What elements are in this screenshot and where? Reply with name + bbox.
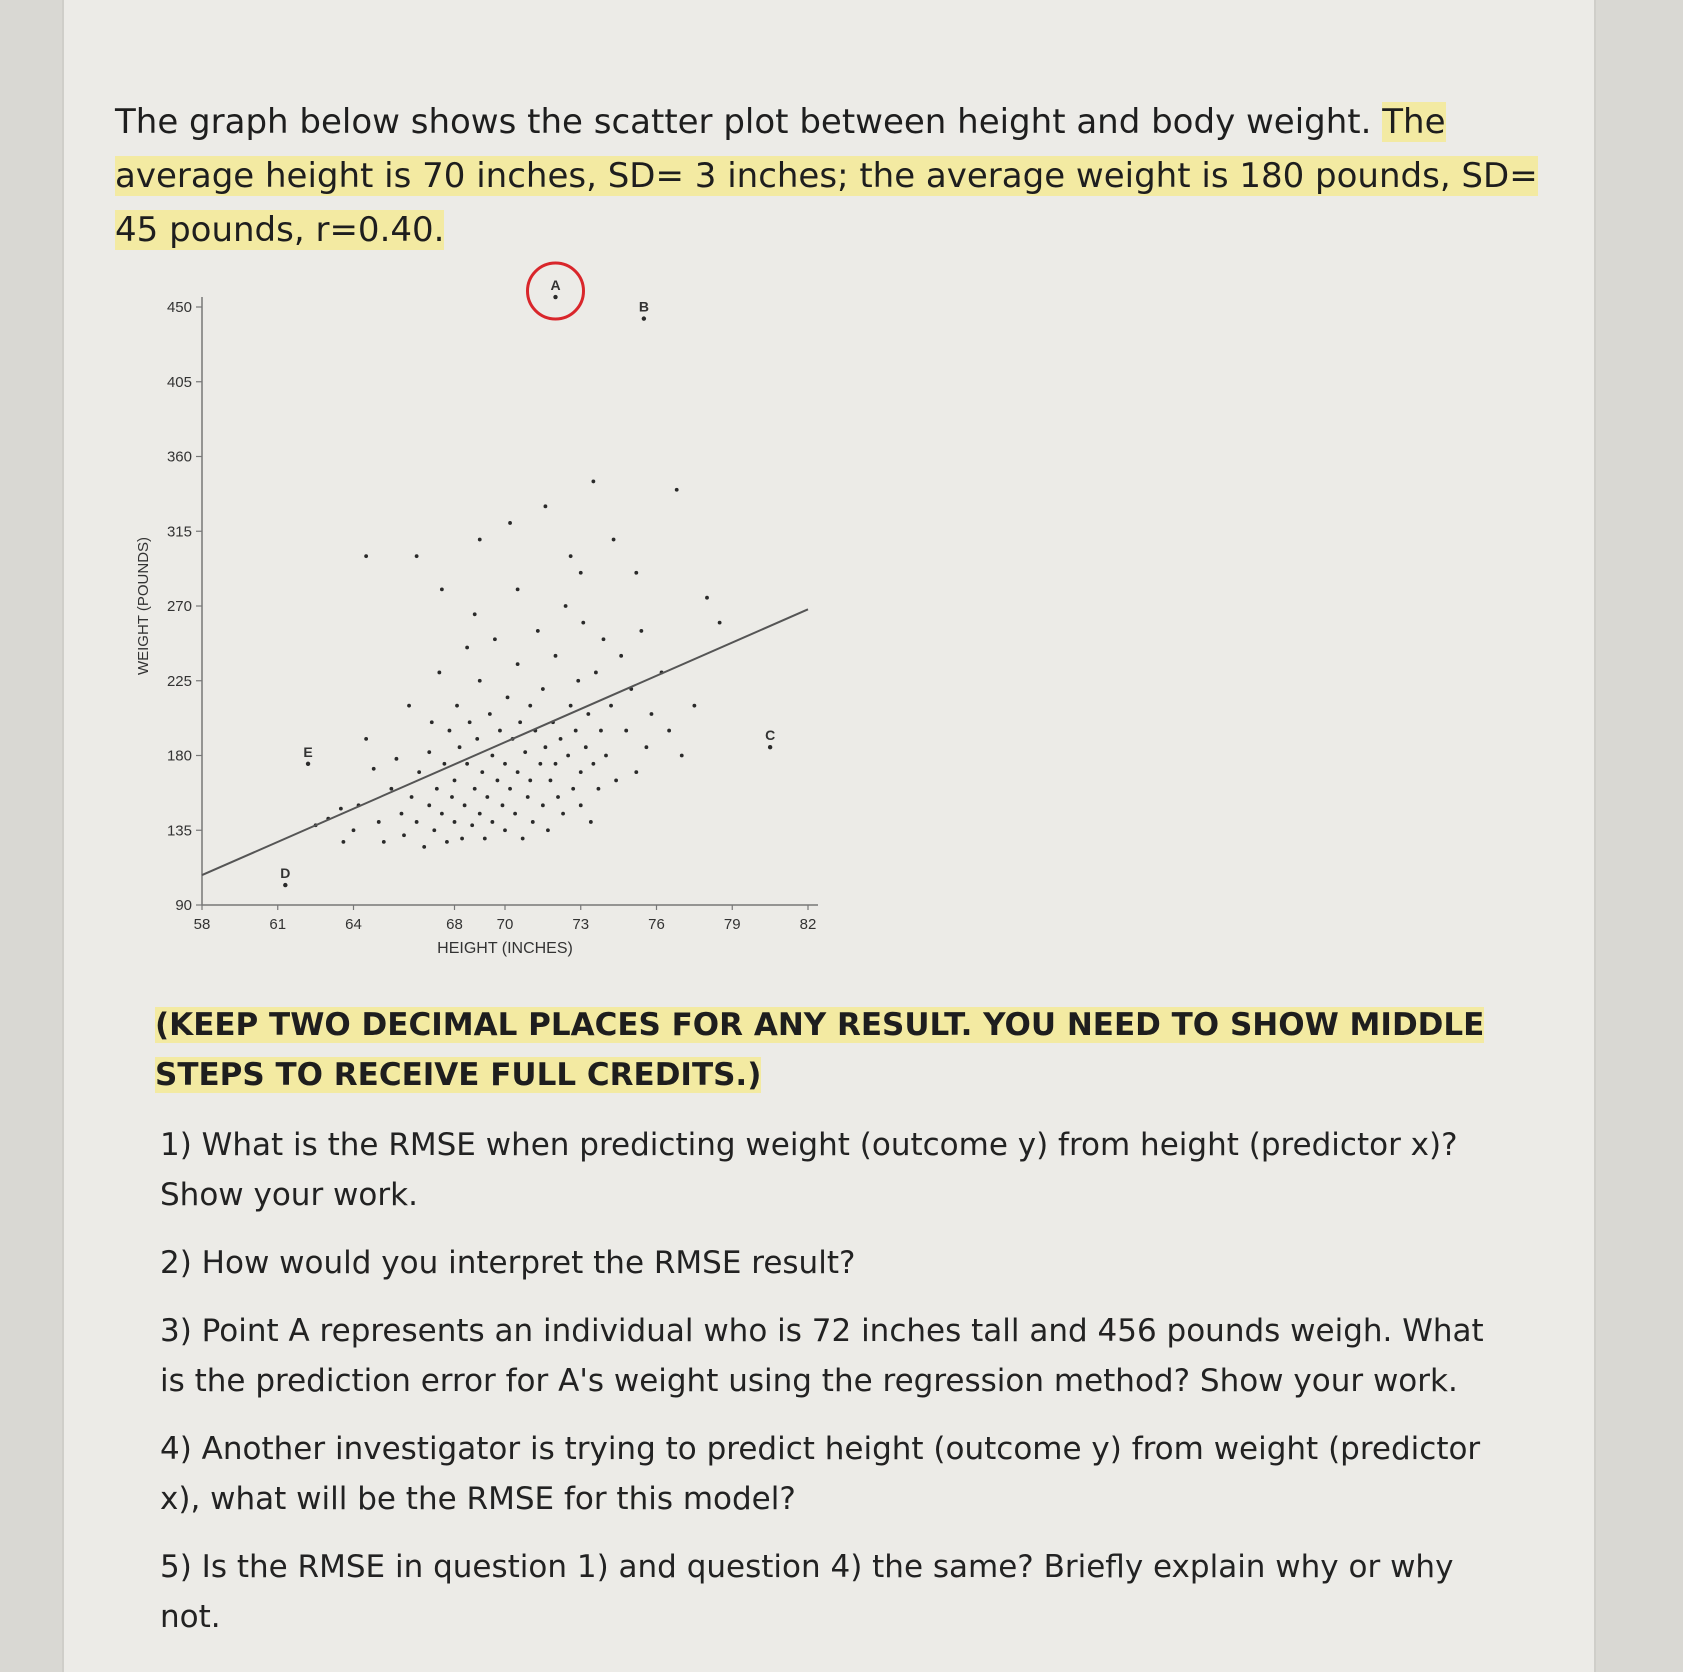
- scatter-point: [639, 629, 643, 633]
- scatter-point: [475, 737, 479, 741]
- scatter-point: [463, 803, 467, 807]
- scatter-point: [556, 795, 560, 799]
- scatter-point: [599, 729, 603, 733]
- scatter-point: [546, 828, 550, 832]
- scatter-point: [473, 612, 477, 616]
- scatter-point: [490, 754, 494, 758]
- scatter-point: [490, 820, 494, 824]
- scatter-point: [516, 587, 520, 591]
- scatter-point: [576, 679, 580, 683]
- scatter-point: [437, 671, 441, 675]
- scatter-point: [591, 762, 595, 766]
- instructions-text: (KEEP TWO DECIMAL PLACES FOR ANY RESULT. YOU NEED TO SHOW MIDDLE STEPS TO RECEIVE FULL CREDITS.): [155, 1007, 1485, 1093]
- intro-sentence-highlighted: The average height is 70 inches, SD= 3 inches; the average weight is 180 pounds, SD= 45 pounds, r=0.40.: [115, 102, 1538, 250]
- scatter-point: [480, 770, 484, 774]
- y-tick-label: 90: [175, 897, 192, 914]
- y-tick-label: 450: [166, 299, 192, 316]
- scatter-point: [528, 704, 532, 708]
- scatter-point: [435, 787, 439, 791]
- scatter-point: [554, 762, 558, 766]
- scatter-point: [465, 646, 469, 650]
- scatter-point: [574, 729, 578, 733]
- scatter-point: [634, 571, 638, 575]
- scatter-point: [506, 695, 510, 699]
- scatter-point: [415, 554, 419, 558]
- scatter-point: [612, 538, 616, 542]
- question-3: 3) Point A represents an individual who is 72 inches tall and 456 pounds weigh. What is the prediction error for A's weight using the regression method? Show your work.: [160, 1313, 1484, 1399]
- scatter-point: [566, 754, 570, 758]
- y-tick-label: 270: [166, 598, 192, 615]
- scatter-point: [352, 828, 356, 832]
- scatter-point: [400, 812, 404, 816]
- x-tick-label: 82: [799, 916, 817, 933]
- x-tick-label: 76: [648, 916, 665, 933]
- scatter-point: [564, 604, 568, 608]
- scatter-point: [453, 779, 457, 783]
- x-tick-label: 73: [572, 916, 590, 933]
- scatter-point: [526, 795, 530, 799]
- scatter-point: [377, 820, 381, 824]
- scatter-point: [538, 762, 542, 766]
- scatter-point: [496, 779, 500, 783]
- x-tick-label: 58: [193, 916, 211, 933]
- scatter-point: [498, 729, 502, 733]
- scatter-point: [501, 803, 505, 807]
- intro-paragraph: [115, 95, 1565, 257]
- scatter-point: [415, 820, 419, 824]
- scatter-point: [513, 812, 517, 816]
- x-tick-label: 61: [269, 916, 287, 933]
- scatter-point: [508, 787, 512, 791]
- scatter-point: [488, 712, 492, 716]
- scatter-point: [536, 629, 540, 633]
- scatter-point: [493, 637, 497, 641]
- question-4: 4) Another investigator is trying to predict height (outcome y) from weight (predictor x), what will be the RMSE for this model?: [160, 1431, 1481, 1517]
- question-5: 5) Is the RMSE in question 1) and question 4) the same? Briefly explain why or why not.: [160, 1549, 1454, 1635]
- y-tick-label: 135: [166, 822, 192, 840]
- scatter-point: [544, 504, 548, 508]
- scatter-point: [579, 571, 583, 575]
- scatter-point: [483, 837, 487, 841]
- point-b-label: B: [638, 298, 649, 315]
- x-tick-label: 70: [496, 916, 514, 933]
- y-tick-label: 405: [166, 373, 192, 391]
- scatter-point: [619, 654, 623, 658]
- scatter-point: [604, 754, 608, 758]
- scatter-point: [448, 729, 452, 733]
- scatter-point: [427, 750, 431, 754]
- instructions: [155, 1000, 1495, 1100]
- scatter-point: [645, 745, 649, 749]
- scatter-point: [508, 521, 512, 525]
- scatter-point: [342, 840, 346, 844]
- point-a: [553, 295, 557, 299]
- scatter-point: [541, 687, 545, 691]
- point-b: [642, 316, 646, 320]
- question-list: [160, 1120, 1500, 1660]
- scatter-point: [667, 729, 671, 733]
- scatter-point: [521, 837, 525, 841]
- scatter-point: [634, 770, 638, 774]
- y-tick-label: 315: [166, 523, 192, 541]
- question-2: 2) How would you interpret the RMSE result?: [160, 1245, 856, 1281]
- point-d-label: D: [280, 865, 291, 882]
- scatter-point: [624, 729, 628, 733]
- scatter-point: [589, 820, 593, 824]
- scatter-point: [430, 720, 434, 724]
- scatter-point: [579, 770, 583, 774]
- scatter-point: [478, 812, 482, 816]
- scatter-point: [372, 767, 376, 771]
- scatter-point: [516, 662, 520, 666]
- scatter-point: [591, 480, 595, 484]
- scatter-point: [455, 704, 459, 708]
- scatter-point: [594, 671, 598, 675]
- scatter-point: [450, 795, 454, 799]
- scatter-chart-svg: [110, 255, 970, 975]
- scatter-point: [614, 779, 618, 783]
- scatter-point: [440, 587, 444, 591]
- scatter-point: [531, 820, 535, 824]
- scatter-point: [569, 554, 573, 558]
- scatter-point: [460, 837, 464, 841]
- scatter-point: [395, 757, 399, 761]
- scatter-point: [516, 770, 520, 774]
- scatter-point: [364, 737, 368, 741]
- scatter-point: [692, 704, 696, 708]
- scatter-point: [597, 787, 601, 791]
- point-c: [768, 745, 772, 749]
- scatter-point: [339, 807, 343, 811]
- scatter-point: [473, 787, 477, 791]
- x-tick-label: 79: [723, 916, 741, 933]
- scatter-point: [586, 712, 590, 716]
- y-tick-label: 180: [166, 747, 192, 765]
- scatter-point: [705, 596, 709, 600]
- scatter-point: [432, 828, 436, 832]
- scatter-point: [402, 833, 406, 837]
- x-tick-label: 68: [446, 916, 463, 933]
- scatter-point: [485, 795, 489, 799]
- scatter-point: [579, 803, 583, 807]
- scatter-point: [718, 621, 722, 625]
- scatter-point: [554, 654, 558, 658]
- scatter-point: [458, 745, 462, 749]
- scatter-point: [478, 538, 482, 542]
- scatter-point: [675, 488, 679, 492]
- scatter-point: [453, 820, 457, 824]
- scatter-point: [581, 621, 585, 625]
- scatter-point: [528, 779, 532, 783]
- scatter-point: [571, 787, 575, 791]
- scatter-point: [650, 712, 654, 716]
- x-axis-label: HEIGHT (INCHES): [437, 940, 573, 957]
- scatter-point: [609, 704, 613, 708]
- point-a-label: A: [550, 277, 561, 294]
- scatter-point: [465, 762, 469, 766]
- scatter-point: [364, 554, 368, 558]
- scatter-point: [561, 812, 565, 816]
- question-1: 1) What is the RMSE when predicting weight (outcome y) from height (predictor x)? Show your work.: [160, 1127, 1458, 1213]
- intro-sentence-plain: The graph below shows the scatter plot between height and body weight.: [115, 102, 1383, 142]
- point-c-label: C: [765, 727, 776, 744]
- point-d: [283, 883, 287, 887]
- scatter-point: [410, 795, 414, 799]
- scatter-point: [584, 745, 588, 749]
- scatter-point: [549, 779, 553, 783]
- scatter-point: [503, 828, 507, 832]
- scatter-point: [417, 770, 421, 774]
- scatter-point: [468, 720, 472, 724]
- scatter-point: [389, 787, 393, 791]
- scatter-point: [407, 704, 411, 708]
- scatter-point: [602, 637, 606, 641]
- scatter-point: [422, 845, 426, 849]
- scatter-point: [680, 754, 684, 758]
- y-tick-label: 360: [166, 448, 192, 466]
- x-tick-label: 64: [345, 916, 362, 933]
- scatter-point: [427, 803, 431, 807]
- regression-line: [202, 609, 808, 875]
- y-axis-label: WEIGHT (POUNDS): [135, 536, 152, 676]
- scatter-point: [382, 840, 386, 844]
- scatter-point: [523, 750, 527, 754]
- scatter-point: [478, 679, 482, 683]
- scatter-chart: [110, 255, 970, 975]
- y-tick-label: 225: [166, 672, 192, 690]
- scatter-point: [443, 762, 447, 766]
- scatter-point: [440, 812, 444, 816]
- scatter-point: [503, 762, 507, 766]
- scatter-point: [470, 823, 474, 827]
- scatter-point: [559, 737, 563, 741]
- scatter-point: [518, 720, 522, 724]
- scatter-point: [445, 840, 449, 844]
- point-e-label: E: [303, 743, 313, 760]
- scatter-point: [544, 745, 548, 749]
- point-e: [306, 762, 310, 766]
- scatter-point: [569, 704, 573, 708]
- scatter-point: [541, 803, 545, 807]
